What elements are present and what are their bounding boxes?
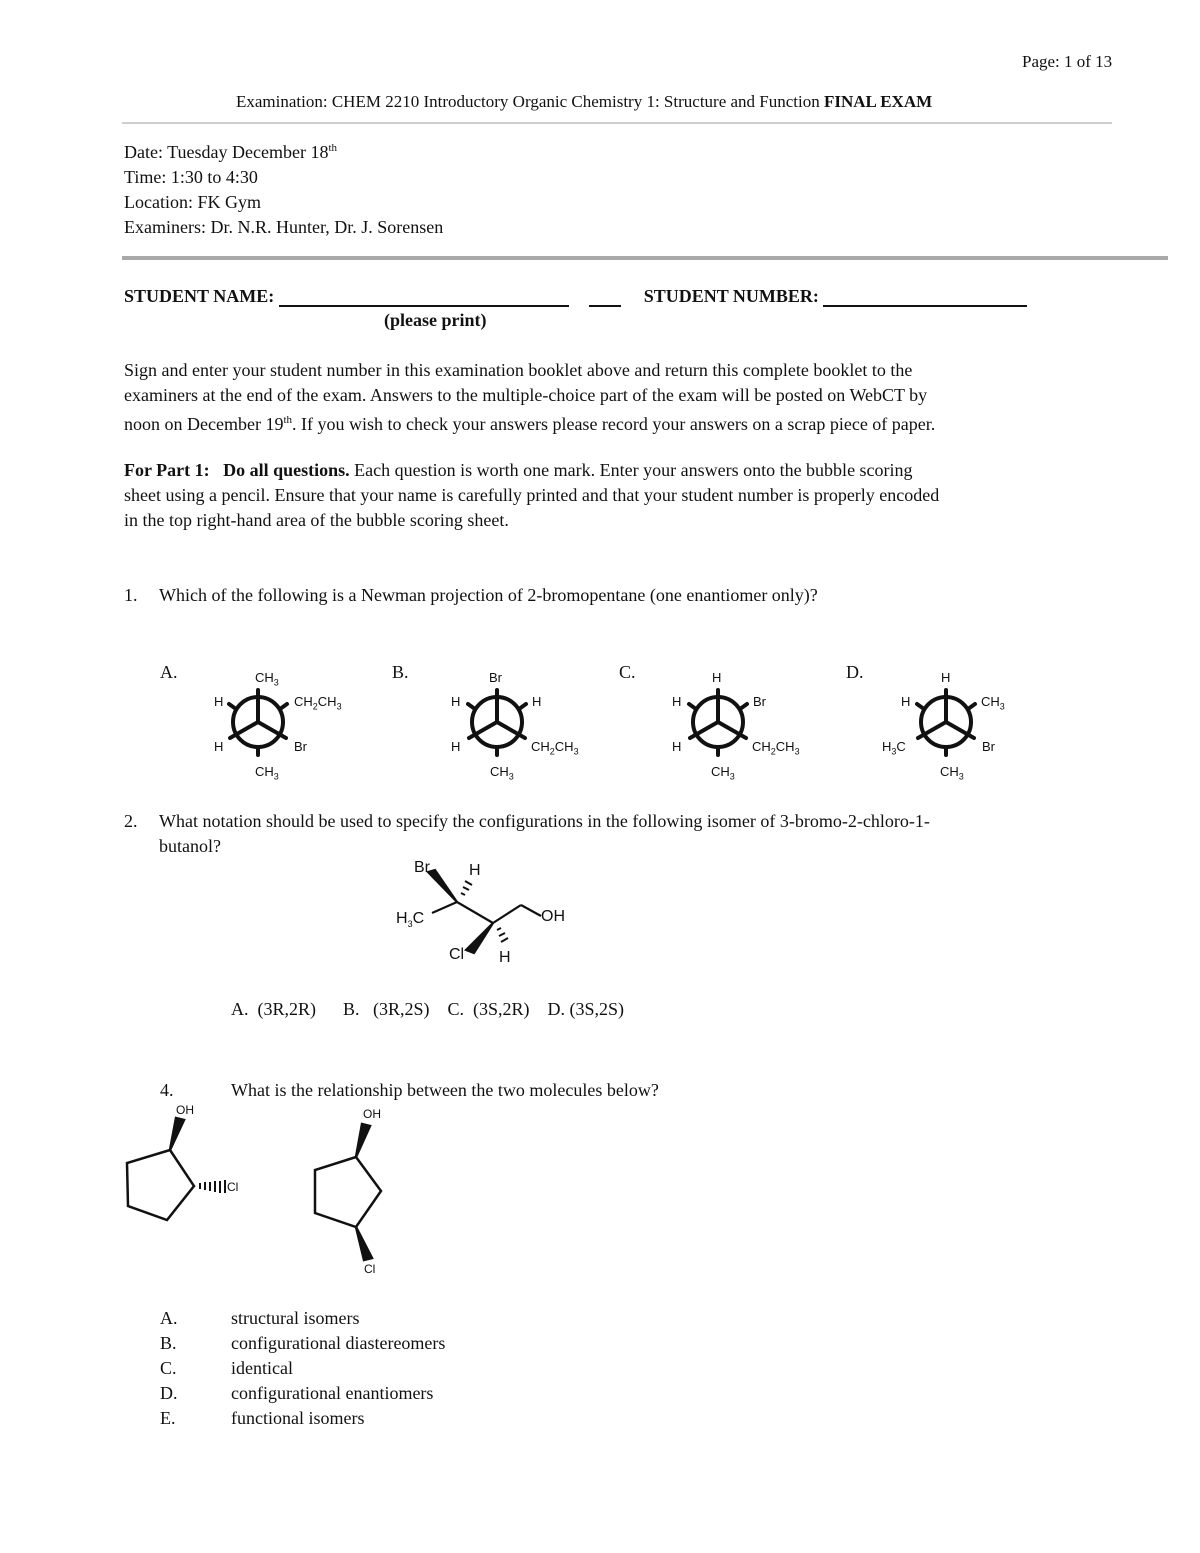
q2-br-label: Br [414,859,430,876]
instructions-line-1: Sign and enter your student number in this examination booklet above and return this complete booklet to the [124,360,913,380]
exam-date: Date: Tuesday December 18th [124,142,338,162]
newman-a-top: $CH_3$ [255,670,279,688]
q2-text-line-1: What notation should be used to specify the configurations in the following isomer of 3-bromo-2-chloro-1- [159,811,930,831]
newman-b-upper-left: H [451,694,461,709]
q1-option-d: D. [846,662,864,682]
instructions-line-3: noon on December 19th. If you wish to check your answers please record your answers on a scrap piece of paper. [124,414,936,434]
part1-line-1: For Part 1: Do all questions. Each question is worth one mark. Enter your answers onto the bubble scoring [124,460,913,480]
q4-option-e: E. functional isomers [160,1408,365,1428]
q4-text: What is the relationship between the two molecules below? [231,1080,659,1100]
exam-examiners: Examiners: Dr. N.R. Hunter, Dr. J. Sorensen [124,217,444,237]
newman-d [917,690,975,755]
newman-a-bottom: $CH_3$ [255,764,279,782]
newman-d-top: H [941,670,951,685]
newman-c-lower-left: H [672,739,682,754]
q4-m1-oh-label: OH [176,1103,194,1117]
q1-option-c: C. [619,662,636,682]
newman-d-bottom: $CH_3$ [940,764,964,782]
q4-molecule-2 [315,1124,381,1260]
please-print-note: (please print) [384,310,487,330]
q2-h3c-label: $H_3C$ [396,910,425,930]
q2-answers: A. (3R,2R) B. (3R,2S) C. (3S,2R) D. (3S,2S) [231,999,625,1019]
newman-b-lower-right: $CH_2CH_3$ [531,739,579,757]
q4-option-c: C. identical [160,1358,293,1378]
q1-text: Which of the following is a Newman projection of 2-bromopentane (one enantiomer only)? [159,585,818,605]
newman-a-upper-right: $CH_2CH_3$ [294,694,342,712]
q2-text-line-2: butanol? [159,836,221,856]
q2-text [159,809,930,859]
exam-title-bold: FINAL EXAM [824,92,933,111]
q4-number: 4. [160,1080,174,1100]
newman-b-top: Br [489,670,502,685]
q4-option-a: A. structural isomers [160,1308,360,1328]
newman-a-upper-left: H [214,694,224,709]
q4-m2-cl-label: Cl [364,1262,376,1276]
newman-c-top: H [712,670,722,685]
newman-a-lower-right: Br [294,739,307,754]
q4-molecule-1 [127,1118,225,1220]
newman-c [689,690,747,755]
q4-m1-cl-label: Cl [227,1180,239,1194]
newman-c-bottom: $CH_3$ [711,764,735,782]
newman-d-upper-left: H [901,694,911,709]
newman-a-lower-left: H [214,739,224,754]
instructions-line-2: examiners at the end of the exam. Answers to the multiple-choice part of the exam will be posted on WebCT by [124,385,928,405]
newman-b [468,690,526,755]
part1-line-2: sheet using a pencil. Ensure that your name is carefully printed and that your student number is properly encoded [124,485,940,505]
q1-option-b: B. [392,662,409,682]
newman-c-lower-right: $CH_2CH_3$ [752,739,800,757]
exam-time: Time: 1:30 to 4:30 [124,167,258,187]
exam-location: Location: FK Gym [124,192,261,212]
newman-b-upper-right: H [532,694,542,709]
newman-b-bottom: $CH_3$ [490,764,514,782]
page-number: Page: 1 of 13 [1022,52,1113,71]
q1-number: 1. [124,585,138,605]
q2-cl-label: Cl [449,946,465,963]
part1-line-3: in the top right-hand area of the bubble scoring sheet. [124,510,509,530]
q2-structure [428,870,541,953]
q4-option-b: B. configurational diastereomers [160,1333,446,1353]
newman-d-lower-left: $H_3C$ [882,739,906,757]
q2-h-bottom-label: H [499,949,511,966]
q2-oh-label: OH [541,908,565,925]
q4-options [160,1306,445,1431]
student-name-label: STUDENT NAME: [124,286,275,306]
q2-number: 2. [124,811,138,831]
newman-d-lower-right: Br [982,739,995,754]
q2-h-top-label: H [469,862,481,879]
exam-title-plain: Examination: CHEM 2210 Introductory Organic Chemistry 1: Structure and Function [236,92,820,111]
q4-option-d: D. configurational enantiomers [160,1383,434,1403]
student-number-label: STUDENT NUMBER: [643,286,819,306]
newman-c-upper-left: H [672,694,682,709]
newman-a [229,690,287,755]
q4-m2-oh-label: OH [363,1107,381,1121]
newman-b-lower-left: H [451,739,461,754]
newman-d-upper-right: $CH_3$ [981,694,1005,712]
newman-c-upper-right: Br [753,694,766,709]
q1-option-a: A. [160,662,178,682]
